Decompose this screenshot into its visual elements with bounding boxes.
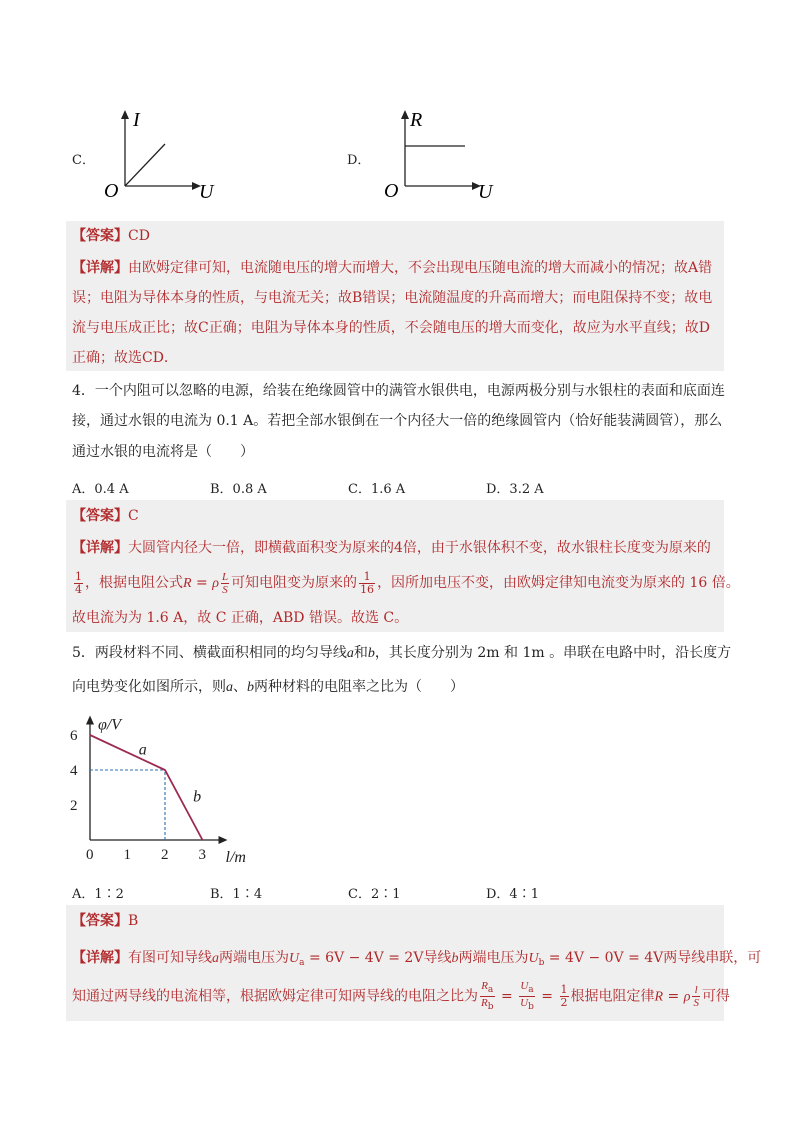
graph-c-y-label: I	[133, 109, 140, 131]
graph-c-i-vs-u	[95, 100, 225, 205]
q4-stem-line-3: 通过水银的电流将是（ ）	[72, 444, 254, 460]
q5-stem-line-2: 向电势变化如图所示，则a、b两种材料的电阻率之比为（ ）	[72, 679, 464, 695]
fraction-ua-over-ub: $\frac{U_a}{U_b}$	[520, 980, 534, 1012]
q3-detail-line-1: 【详解】由欧姆定律可知，电流随电压的增大而增大，不会出现电压随电流的增大而减小的情况；故A错	[72, 260, 713, 276]
graph-c-x-label: U	[199, 181, 214, 203]
graph-d-x-label: U	[478, 181, 493, 203]
q4-stem-line-1: 4．一个内阻可以忽略的电源，给装在绝缘圆管中的满管水银供电，电源两极分别与水银柱的表面和底面连	[72, 383, 725, 399]
option-d-label: D．	[347, 153, 371, 168]
q4-stem-line-2: 接，通过水银的电流为 0.1 A。若把全部水银倒在一个内径大一倍的绝缘圆管内（恰好能装满圆管），那么	[72, 413, 723, 429]
fraction-l-over-s: $\frac{L}{S}$	[221, 570, 229, 596]
fraction-one-quarter: $\frac{1}{4}$	[75, 569, 82, 596]
q4-detail-line-1: 【详解】大圆管内径大一倍，即横截面积变为原来的4倍，由于水银体积不变，故水银柱长度变为原来的	[72, 540, 711, 556]
x-tick-label: 2	[161, 847, 169, 863]
graph-d-r-vs-u	[375, 100, 505, 205]
y-tick-label: 6	[70, 728, 78, 744]
q3-detail-line-2: 误；电阻为导体本身的性质，与电流无关；故B错误；电流随温度的升高而增大；而电阻保持不变；故电	[72, 290, 713, 306]
q5-answer: 【答案】B	[72, 913, 139, 929]
q4-option-b: B．0.8 A	[210, 482, 267, 497]
q5-detail-line-1: 【详解】有图可知导线a两端电压为$U_a = 6V - 4V = 2V$导线b两端电压为$U_b = 4V - 0V = 4V$两导线串联，可	[72, 950, 762, 968]
graph-d-origin: O	[384, 180, 399, 202]
fraction-ra-over-rb: $\frac{R_a}{R_b}$	[481, 980, 494, 1012]
fraction-l-over-s-2: $\frac{l}{S}$	[693, 984, 699, 1009]
fraction-one-sixteenth: $\frac{1}{16}$	[360, 569, 375, 596]
q3-answer: 【答案】CD	[72, 228, 150, 244]
q3-detail-line-4: 正确；故选CD．	[72, 350, 178, 366]
option-c-label: C．	[72, 153, 95, 168]
q5-stem-line-1: 5．两段材料不同、横截面积相同的均匀导线a和b，其长度分别为 2m 和 1m 。串联在电路中时，沿长度方	[72, 645, 732, 661]
x-tick-label: 1	[123, 847, 131, 863]
q4-option-a: A．0.4 A	[72, 482, 129, 497]
q5-option-d: D．4∶1	[486, 887, 539, 902]
y-axis-label: φ/V	[98, 716, 122, 734]
segment-label-b: b	[193, 788, 202, 806]
y-tick-label: 4	[70, 763, 78, 779]
x-axis-label: l/m	[225, 849, 246, 866]
x-axis-arrow	[219, 836, 228, 844]
segment-label-a: a	[138, 741, 147, 759]
graph-c-origin: O	[104, 180, 119, 202]
q5-option-c: C．2∶1	[348, 887, 401, 902]
q5-option-b: B．1∶4	[210, 887, 263, 902]
q3-detail-line-3: 流与电压成正比；故C正确；电阻为导体本身的性质，不会随电压的增大而变化，故应为水平直线；故D	[72, 320, 710, 336]
fraction-one-half: $\frac{1}{2}$	[560, 983, 568, 1009]
y-axis-arrow	[86, 716, 94, 725]
potential-vs-length-chart	[66, 712, 266, 872]
q5-option-a: A．1∶2	[72, 887, 124, 902]
q4-answer: 【答案】C	[72, 508, 139, 524]
x-tick-label: 0	[86, 847, 94, 863]
q4-option-c: C．1.6 A	[348, 482, 406, 497]
graph-d-y-label: R	[410, 109, 423, 131]
x-tick-label: 3	[198, 847, 206, 863]
q4-detail-line-2: $\frac{1}{4}$ ，根据电阻公式R = ρ $\frac{L}{S}$ 可知电阻变为原来的 $\frac{1}{16}$ ，因所加电压不变，由欧姆定律知电流变为原来的 16 倍。	[75, 569, 740, 596]
q4-option-d: D．3.2 A	[486, 482, 544, 497]
q5-detail-line-2: 知通过两导线的电流相等，根据欧姆定律可知两导线的电阻之比为 $\frac{R_a}{R_b}$ = $\frac{U_a}{U_b}$ = $\frac{1}{2}$ 根据电阻定律R = ρ $\frac{l}{S}$ 可得	[72, 980, 730, 1012]
q4-detail-line-3: 故电流为为 1.6 A，故 C 正确，ABD 错误。故选 C。	[72, 610, 409, 626]
y-tick-label: 2	[70, 798, 78, 814]
